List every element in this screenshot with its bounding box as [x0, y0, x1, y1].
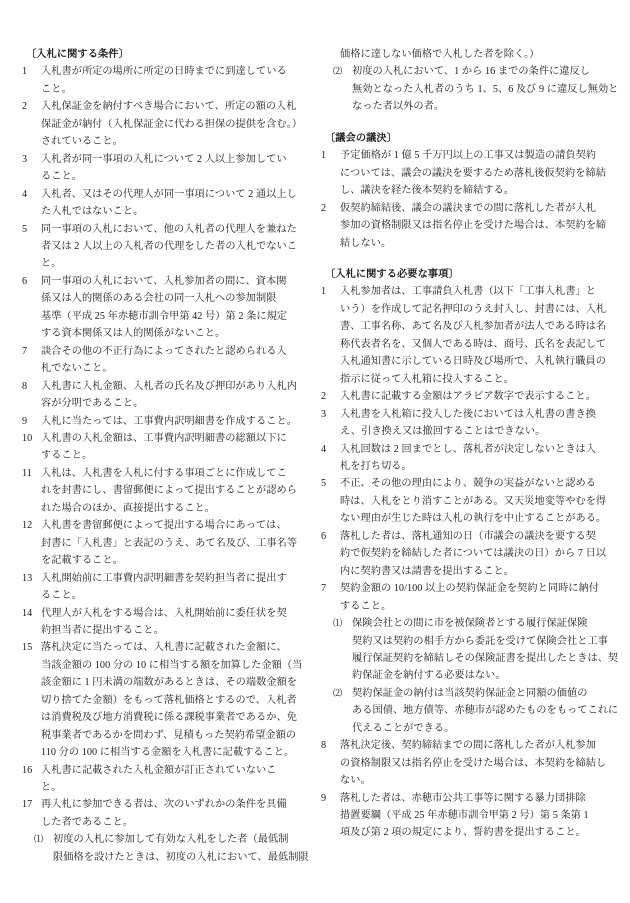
clause-marker: 3 — [321, 408, 327, 420]
clause-text-line: 入札参加者は、工事請負入札書（以下「工事入札書」と — [340, 286, 596, 298]
clause-text-line: 入札開始前に工事費内訳明細書を契約担当者に提出す — [41, 572, 287, 584]
clause-list — [22, 63, 309, 866]
clause-sub-item — [22, 831, 309, 866]
clause-text-line: 契約保証金の納付は当該契約保証金と同額の価値の — [352, 687, 588, 699]
clause-item — [22, 570, 309, 605]
clause-item — [22, 605, 309, 640]
clause-text-line: ない理由が生じた時は入札の執行を中止することがある。 — [340, 513, 607, 525]
clause-text — [41, 465, 309, 517]
clause-item — [22, 413, 309, 430]
clause-text-line: 約保証金を納付する必要はない。 — [352, 670, 506, 682]
document-section — [321, 266, 619, 842]
clause-text — [352, 685, 619, 737]
clause-text-line: 時は、入札をとり消すことがある。又天災地変等やむを得 — [340, 495, 607, 507]
clause-text — [53, 831, 309, 866]
clause-text — [41, 273, 309, 343]
clause-text — [41, 605, 309, 640]
clause-text — [41, 98, 309, 150]
clause-text-line: 不正、その他の理由により、競争の実益がないと認める — [340, 478, 596, 490]
clause-text-line: すること。 — [340, 600, 392, 612]
clause-text-line: 入札書に記載された入札金額が訂正されていないこ — [41, 764, 277, 776]
clause-marker: 1 — [321, 286, 327, 298]
clause-text — [340, 388, 608, 405]
clause-text-line: については、議会の議決を要するため落札後仮契約を締結 — [340, 167, 606, 179]
clause-text-line: 入札保証金を納付すべき場合において、所定の額の入札 — [41, 101, 297, 113]
clause-text-line: 係又は人的関係のある会社の同一入札への参加制限 — [41, 293, 277, 305]
clause-item — [321, 790, 608, 842]
clause-text-line: 予定価格が 1 億 5 千万円以上の工事又は製造の請負契約 — [340, 150, 597, 162]
clause-text — [340, 147, 608, 199]
clause-text-line: し、議決を経た後本契約を締結する。 — [340, 185, 515, 197]
clause-marker: 7 — [321, 583, 327, 595]
clause-text-line: 入札書が所定の場所に所定の日時までに到達している — [41, 66, 287, 78]
clause-item — [321, 737, 608, 789]
clause-text-line: 同一事項の入札において、他の入札者の代理人を兼ねた — [41, 223, 297, 235]
clause-marker: 10 — [22, 432, 33, 444]
clause-item — [22, 63, 309, 98]
clause-marker: 13 — [22, 572, 33, 584]
clause-text-line: する資本関係又は人的関係がないこと。 — [41, 328, 226, 340]
clause-text-line: 入札者が同一事項の入札について 2 人以上参加してい — [41, 153, 287, 165]
clause-marker: 9 — [22, 415, 28, 427]
clause-text-line: 価格に達しない価格で入札した者を除く。） — [340, 49, 540, 60]
clause-text-line: を記載すること。 — [41, 555, 123, 567]
section-heading: 〔議会の議決〕 — [325, 132, 398, 144]
clause-text-line: 書、工事名称、あて名及び入札参加者が法人である時は名 — [340, 321, 607, 333]
clause-text-line: 談合その他の不正行為によってされたと認められる入 — [41, 345, 287, 357]
clause-text-line: 称代表者名を、又個人である時は、商号、氏名を表記して — [340, 338, 607, 350]
clause-text-line: 契約又は契約の相手方から委託を受けて保険会社と工事 — [352, 635, 608, 647]
clause-item — [22, 186, 309, 221]
clause-marker: 2 — [321, 391, 327, 403]
clause-marker: 1 — [321, 150, 327, 162]
clause-text-line: 入札は、入札書を入札に付する事項ごとに作成してこ — [41, 467, 287, 479]
clause-text-line: 入札に当たっては、工事費内訳明細書を作成すること。 — [41, 415, 297, 427]
clause-list — [321, 147, 608, 252]
clause-text-line: すること。 — [41, 450, 93, 462]
clause-marker: 2 — [321, 202, 327, 214]
clause-text-line: 再入札に参加できる者は、次のいずれかの条件を具備 — [41, 799, 287, 811]
clause-text-line: 項及び第 2 項の規定により、誓約書を提出すること。 — [340, 827, 586, 839]
clause-text-line: と。 — [41, 258, 62, 270]
clause-text-line: いう）を作成して記名押印のうえ封入し、封書には、入札 — [340, 303, 607, 315]
clause-text-line: 者又は 2 人以上の入札者の代理をした者の入札でないこ — [41, 240, 298, 252]
clause-text-line: 入札書を入札箱に投入した後においては入札書の書き換 — [340, 408, 596, 420]
clause-text-line: 容が分明であること。 — [41, 398, 144, 410]
clause-text-line: 落札した者は、落札通知の日（市議会の議決を要する契 — [340, 530, 596, 542]
clause-marker: 5 — [22, 223, 28, 235]
clause-text-line: 110 分の 100 に相当する金額を入札書に記載すること。 — [41, 747, 295, 759]
clause-item — [22, 151, 309, 186]
clause-text-line: 入札書を書留郵便によって提出する場合にあっては、 — [41, 520, 287, 532]
clause-text-line: 約担当者に提出すること。 — [41, 624, 164, 636]
clause-text — [352, 615, 619, 685]
clause-item — [22, 378, 309, 413]
clause-text-line: 保証金が納付（入札保証金に代わる担保の提供を含む。） — [41, 118, 303, 130]
clause-list — [321, 283, 619, 842]
clause-marker: 5 — [321, 478, 327, 490]
clause-text — [41, 570, 309, 605]
clause-text-line: 代理人が入札をする場合は、入札開始前に委任状を契 — [41, 607, 287, 619]
clause-text-line: 入札通知書に示している日時及び場所で、入札執行職員の — [340, 356, 606, 368]
clause-marker: 14 — [22, 607, 33, 619]
clause-marker: 2 — [22, 101, 28, 113]
clause-marker: 9 — [321, 792, 327, 804]
clause-sub-item — [321, 63, 619, 115]
clause-text-line: え、引き換え又は撤回することはできない。 — [340, 426, 546, 438]
clause-text — [41, 762, 309, 797]
clause-text — [41, 221, 309, 273]
clause-text — [41, 639, 309, 761]
clause-text-line: 入札者、又はその代理人が同一事項について 2 通以上し — [41, 188, 297, 200]
clause-text-line: 内に契約書又は請書を提出すること。 — [340, 565, 515, 577]
clause-marker: ⑵ — [333, 687, 343, 698]
clause-text — [340, 406, 608, 441]
clause-text-line: 指示に従って入札箱に投入すること。 — [340, 373, 515, 385]
clause-text-line: は消費税及び地方消費税に係る課税事業者であるか、免 — [41, 712, 297, 724]
clause-item — [321, 475, 608, 527]
clause-item — [22, 221, 309, 273]
clause-text — [41, 796, 309, 831]
clause-marker: 1 — [22, 66, 28, 78]
clause-text-line: れた場合のほか、直接提出すること。 — [41, 502, 216, 514]
clause-text-line: と。 — [41, 782, 62, 794]
clause-text-line: 落札した者は、赤穂市公共工事等に関する暴力団排除 — [340, 792, 586, 804]
clause-item — [22, 273, 309, 343]
clause-text-line: 約で仮契約を締結した者については議決の日）から 7 日以 — [340, 548, 607, 560]
clause-text-line: た入札ではないこと。 — [41, 206, 144, 218]
clause-item — [22, 517, 309, 569]
clause-item — [321, 406, 608, 441]
clause-text-line: 初度の入札において、1 から 16 までの条件に違反し — [352, 66, 591, 78]
clause-text-line: 代えることができる。 — [352, 722, 455, 734]
two-column-layout — [22, 46, 619, 883]
clause-text-line: 入札書に入札金額、入札者の氏名及び押印があり入札内 — [41, 380, 297, 392]
clause-text-line: 同一事項の入札において、入札参加者の間に、資本関 — [41, 275, 287, 287]
clause-marker: ⑴ — [34, 834, 44, 845]
clause-text-line: 契約金額の 10/100 以上の契約保証金を契約と同時に納付 — [340, 583, 600, 595]
clause-marker: 6 — [22, 275, 28, 287]
clause-text-line: ること。 — [41, 171, 82, 183]
document-section — [22, 46, 309, 866]
clause-text — [41, 186, 309, 221]
clause-text-line: 切り捨てた金額）をもって落札価格とするので、入札者 — [41, 694, 297, 706]
clause-text-line: 札を打ち切る。 — [340, 460, 412, 472]
clause-sub-item — [321, 615, 619, 685]
clause-item — [22, 639, 309, 761]
clause-item — [321, 200, 608, 252]
clause-text — [41, 517, 309, 569]
right-column — [321, 46, 619, 842]
clause-text — [41, 378, 309, 413]
clause-text-line: 初度の入札に参加して有効な入札をした者（最低制 — [53, 834, 289, 846]
clause-text — [340, 528, 608, 580]
clause-item — [321, 441, 608, 476]
clause-marker: 8 — [22, 380, 28, 392]
clause-item — [321, 580, 608, 615]
clause-text-line: 措置要綱（平成 25 年赤穂市訓令甲第 2 号）第 5 条第 1 — [340, 810, 589, 822]
clause-text-line: 入札書に記載する金額はアラビア数字で表示すること。 — [340, 391, 596, 403]
clause-text-line: 入札回数は 2 回までとし、落札者が決定しないときは入 — [340, 443, 597, 455]
clause-marker: 15 — [22, 642, 33, 654]
clause-item — [321, 528, 608, 580]
section-heading: 〔入札に関する必要な事項〕 — [325, 268, 459, 280]
clause-sub-item — [321, 685, 619, 737]
clause-marker: ⑴ — [333, 618, 343, 629]
clause-marker: 3 — [22, 153, 28, 165]
clause-item — [321, 388, 608, 405]
clause-marker: 4 — [22, 188, 28, 200]
clause-text — [340, 200, 608, 252]
clause-text-line: 札でないこと。 — [41, 363, 113, 375]
clause-item — [321, 147, 608, 199]
clause-list — [321, 46, 619, 116]
document-section — [321, 130, 608, 252]
clause-marker: 16 — [22, 764, 33, 776]
clause-text — [41, 430, 309, 465]
clause-item — [22, 465, 309, 517]
clause-item — [22, 762, 309, 797]
clause-text-line: 保険会社との間に市を被保険者とする履行保証保険 — [352, 618, 588, 630]
clause-item — [321, 46, 608, 63]
clause-marker: 4 — [321, 443, 327, 455]
clause-text-line: 封書に「入札書」と表記のうえ、あて名及び、工事名等 — [41, 537, 298, 549]
clause-text-line: ること。 — [41, 590, 82, 602]
clause-text-line: 基準（平成 25 年赤穂市訓令甲第 42 号）第 2 条に規定 — [41, 310, 288, 322]
clause-text — [340, 46, 608, 63]
clause-item — [22, 343, 309, 378]
clause-item — [22, 430, 309, 465]
clause-text-line: ある国債、地方債等、赤穂市が認めたものをもってこれに — [352, 705, 619, 717]
clause-text-line: 税事業者であるかを問わず、見積もった契約希望金額の — [41, 729, 297, 741]
clause-text — [352, 63, 619, 115]
clause-text-line: 結しない。 — [340, 237, 392, 249]
clause-text-line: なった者以外の者。 — [352, 101, 445, 113]
clause-text-line: こと。 — [41, 83, 72, 95]
clause-marker: ⑵ — [333, 66, 343, 77]
clause-text — [340, 580, 608, 615]
clause-marker: 12 — [22, 520, 33, 532]
clause-item — [321, 283, 608, 388]
clause-text-line: 該金額に 1 円未満の端数があるときは、その端数金額を — [41, 677, 298, 689]
clause-text — [41, 63, 309, 98]
clause-text — [340, 790, 608, 842]
clause-text-line: れを封書にし、書留郵便によって提出することが認めら — [41, 485, 297, 497]
clause-text — [41, 343, 309, 378]
clause-text-line: されていること。 — [41, 136, 123, 148]
clause-text — [340, 283, 608, 388]
document-section — [321, 46, 619, 116]
clause-text-line: 限価格を設けたときは、初度の入札において、最低制限 — [53, 851, 309, 863]
clause-marker: 17 — [22, 799, 33, 811]
clause-marker: 11 — [22, 467, 32, 479]
clause-text-line: 仮契約締結後、議会の議決までの間に落札した者が入札 — [340, 202, 596, 214]
clause-item — [22, 98, 309, 150]
clause-text-line: 当該金額の 100 分の 10 に相当する額を加算した金額（当 — [41, 659, 303, 671]
clause-text — [340, 737, 608, 789]
clause-text-line: 落札決定後、契約締結までの間に落札した者が入札参加 — [340, 740, 596, 752]
clause-marker: 7 — [22, 345, 28, 357]
clause-text — [340, 475, 608, 527]
clause-item — [22, 796, 309, 831]
clause-text — [41, 413, 309, 430]
clause-text-line: の資格制限又は指名停止を受けた場合は、本契約を締結し — [340, 757, 607, 769]
clause-text-line: した者であること。 — [41, 816, 134, 828]
clause-marker: 8 — [321, 740, 327, 752]
clause-text-line: 履行保証契約を締結しその保険証書を提出したときは、契 — [352, 652, 619, 664]
clause-text — [340, 441, 608, 476]
clause-text-line: 落札決定に当たっては、入札書に記載された金額に、 — [41, 642, 287, 654]
clause-text-line: 入札書の入札金額は、工事費内訳明細書の総額以下に — [41, 432, 287, 444]
clause-text-line: 参加の資格制限又は指名停止を受けた場合は、本契約を締 — [340, 220, 607, 232]
clause-text-line: ない。 — [340, 775, 371, 787]
clause-text-line: 無効となった入札者のうち 1、5、6 及び 9 に違反し無効と — [352, 83, 619, 95]
clause-text — [41, 151, 309, 186]
clause-marker: 6 — [321, 530, 327, 542]
left-column — [22, 46, 309, 866]
section-heading: 〔入札に関する条件〕 — [26, 49, 129, 60]
